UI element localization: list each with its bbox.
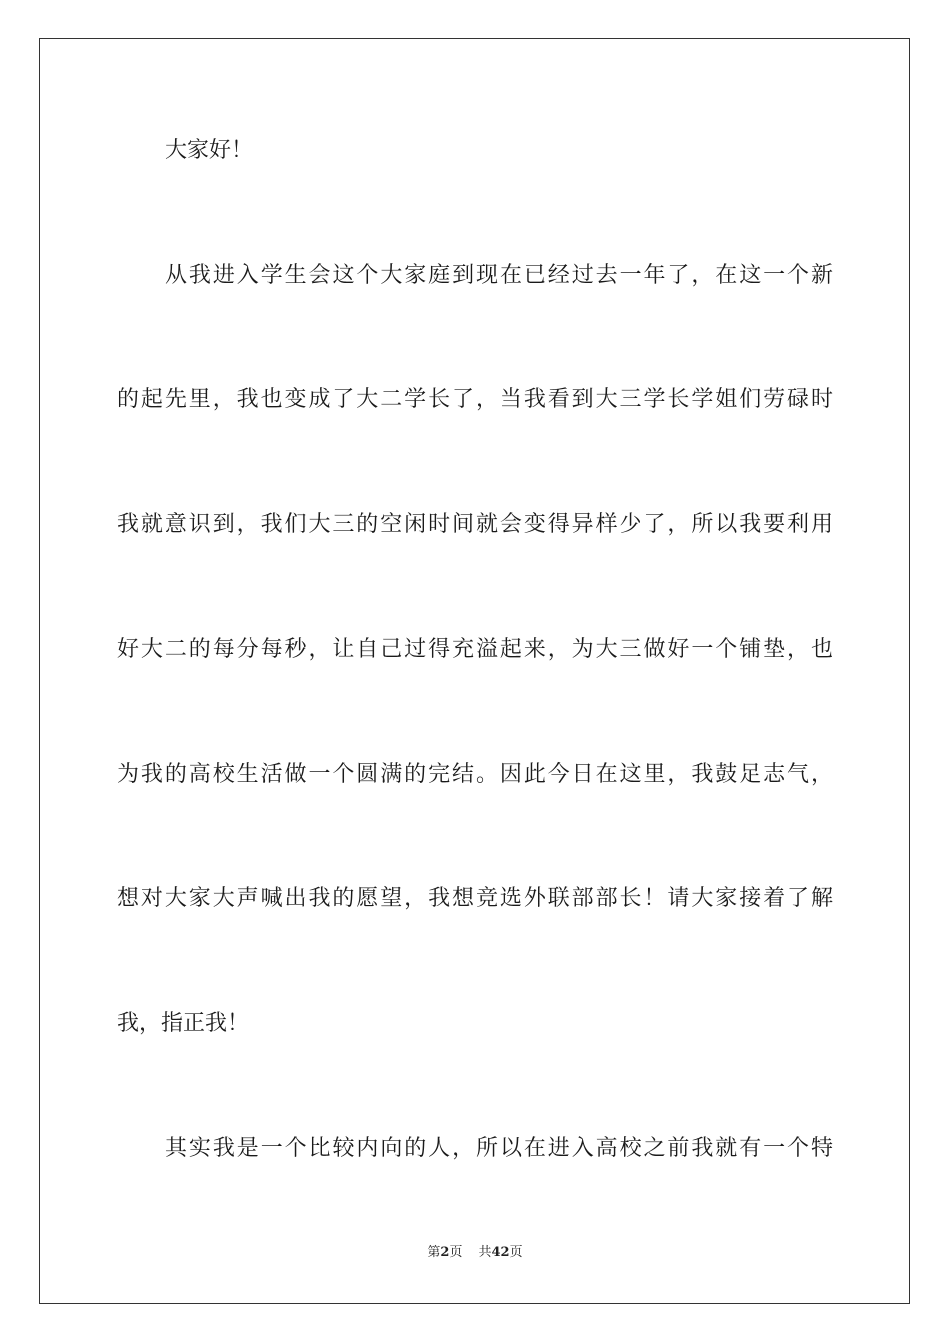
page-border	[39, 38, 910, 1304]
page-number: 2	[440, 1245, 450, 1260]
page-footer	[0, 1244, 950, 1262]
paragraph-1-line-2: 的起先里，我也变成了大二学长了，当我看到大三学长学姐们劳碌时	[117, 387, 833, 412]
paragraph-1-line-4: 好大二的每分每秒，让自己过得充溢起来，为大三做好一个铺垫，也	[117, 637, 833, 662]
total-label-prefix: 共	[478, 1245, 492, 1260]
paragraph-1-line-6: 想对大家大声喊出我的愿望，我想竞选外联部部长！请大家接着了解	[117, 886, 833, 911]
total-label-suffix: 页	[509, 1245, 523, 1260]
paragraph-1-line-7: 我，指正我！	[117, 1011, 250, 1036]
paragraph-1-line-1: 从我进入学生会这个大家庭到现在已经过去一年了，在这一个新	[165, 263, 833, 288]
total-pages: 42	[491, 1245, 510, 1260]
paragraph-1-line-5: 为我的高校生活做一个圆满的完结。因此今日在这里，我鼓足志气，	[117, 762, 833, 787]
page-label-suffix: 页	[449, 1245, 463, 1260]
page-label-prefix: 第	[427, 1245, 441, 1260]
paragraph-1-line-3: 我就意识到，我们大三的空闲时间就会变得异样少了，所以我要利用	[117, 512, 833, 537]
greeting-line: 大家好！	[165, 138, 254, 163]
paragraph-2-line-1: 其实我是一个比较内向的人，所以在进入高校之前我就有一个特	[165, 1136, 833, 1161]
